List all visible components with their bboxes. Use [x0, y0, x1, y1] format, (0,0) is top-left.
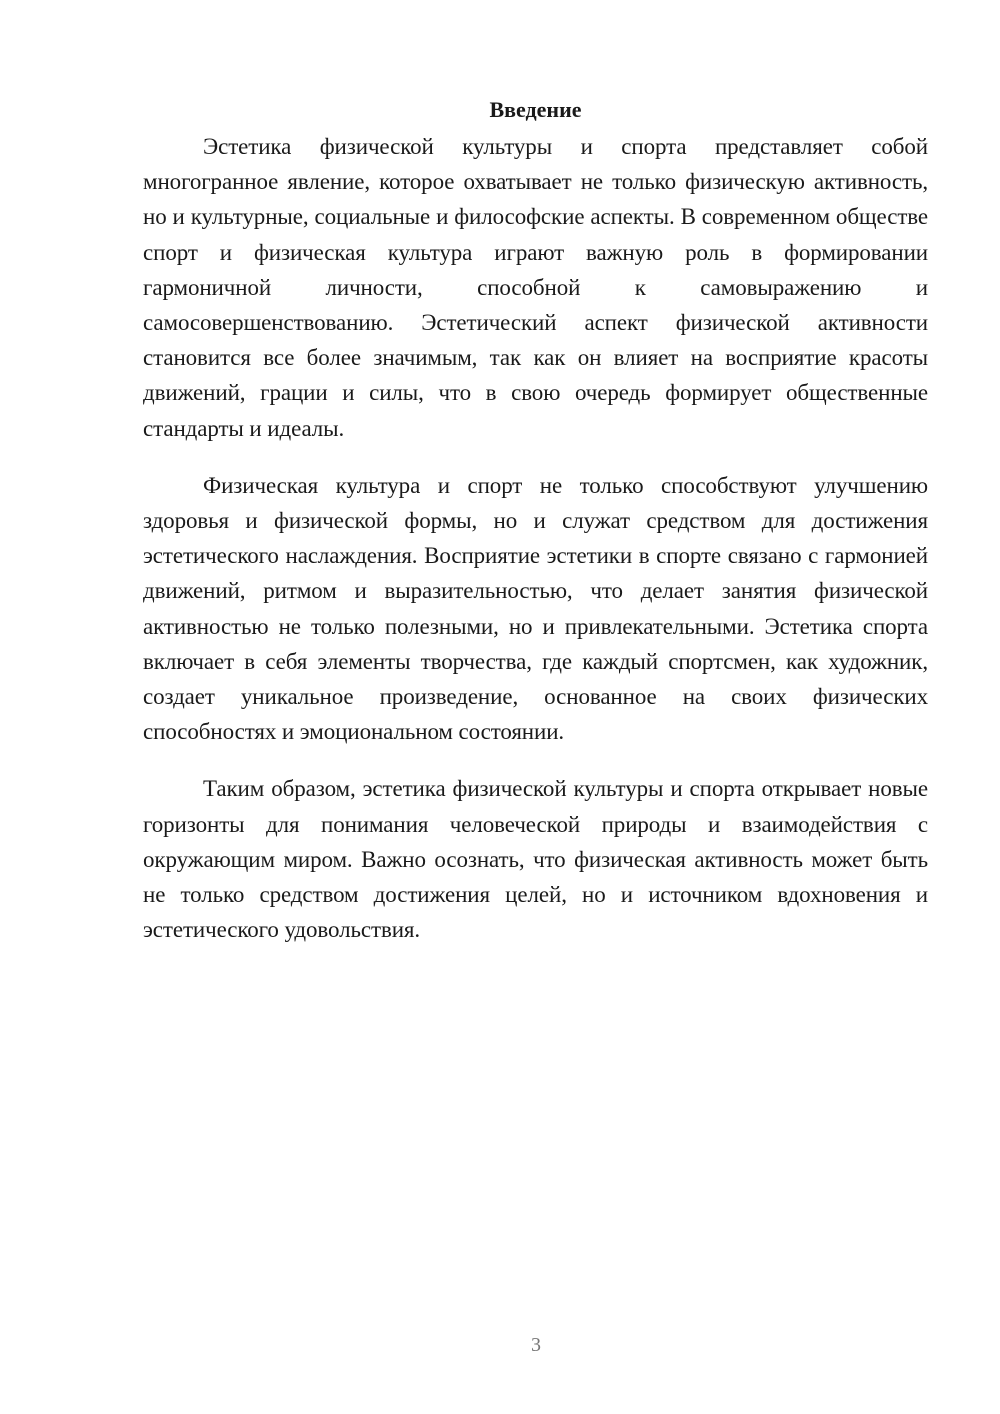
page-number: 3 [531, 1334, 541, 1356]
page-content [143, 92, 928, 969]
paragraph-3: Таким образом, эстетика физической культуры и спорта открывает новые горизонты для понимания человеческой природы и взаимодействия с окружающим миром. Важно осознать, что физическая активность может быть не только средством достижения целей, но и источником вдохновения и эстетического удовольствия. [143, 776, 928, 943]
section-title: Введение [489, 97, 582, 122]
paragraph-1: Эстетика физической культуры и спорта представляет собой многогранное явление, которое охватывает не только физическую активность, но и культурные, социальные и философские аспекты. В современном обществе спорт и физическая культура играют важную роль в формировании гармоничной личности, способной к самовыражению и самосовершенствованию. Эстетический аспект физической активности становится все более значимым, так как он влияет на восприятие красоты движений, грации и силы, что в свою очередь формирует общественные стандарты и идеалы. [143, 134, 928, 441]
paragraph-2: Физическая культура и спорт не только способствуют улучшению здоровья и физической формы, но и служат средством для достижения эстетического наслаждения. Восприятие эстетики в спорте связано с гармонией движений, ритмом и выразительностью, что делает занятия физической активностью не только полезными, но и привлекательными. Эстетика спорта включает в себя элементы творчества, где каждый спортсмен, как художник, создает уникальное произведение, основанное на своих физических способностях и эмоциональном состоянии. [143, 472, 928, 745]
